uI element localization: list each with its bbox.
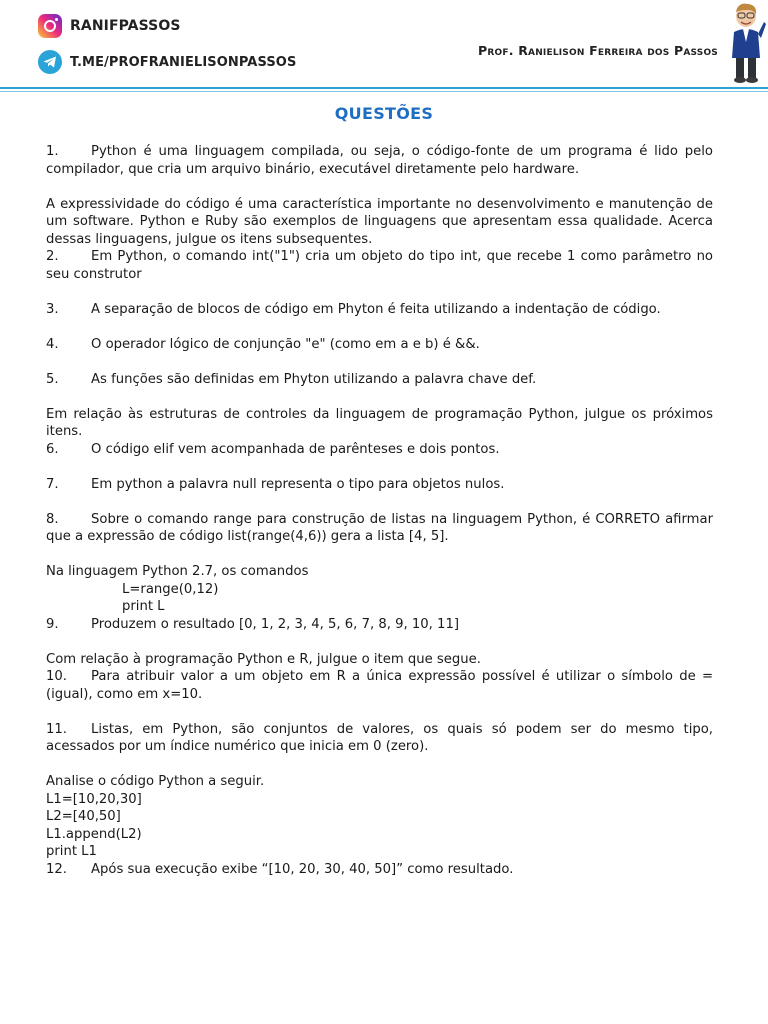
- question-text: Sobre o comando range para construção de listas na linguagem Python, é CORRETO afirmar que a expressão de código list(range(4,6)) gera a lista [4, 5].: [46, 511, 713, 544]
- instagram-icon: [38, 14, 62, 38]
- code-line: print L1: [46, 844, 97, 859]
- question-12: [46, 861, 713, 879]
- question-text: As funções são definidas em Phyton utilizando a palavra chave def.: [91, 371, 537, 387]
- header-divider: [0, 87, 768, 89]
- question-7: [46, 476, 713, 494]
- questions-body: [46, 143, 713, 878]
- question-number: 1.: [46, 144, 59, 159]
- question-9: [46, 616, 713, 634]
- question-number: 6.: [46, 441, 59, 457]
- context-paragraph: Em relação às estruturas de controles da linguagem de programação Python, julgue os próximos itens.: [46, 406, 713, 439]
- telegram-link[interactable]: [38, 50, 296, 74]
- professor-avatar-icon: [726, 2, 766, 84]
- question-number: 8.: [46, 511, 59, 527]
- question-number: 5.: [46, 371, 59, 387]
- question-number: 3.: [46, 301, 59, 317]
- code-line: L1=[10,20,30]: [46, 791, 142, 807]
- question-text: O código elif vem acompanhada de parênteses e dois pontos.: [91, 441, 500, 457]
- question-11: [46, 721, 713, 756]
- code-line: L2=[40,50]: [46, 809, 121, 824]
- question-text: Após sua execução exibe “[10, 20, 30, 40, 50]” como resultado.: [91, 861, 514, 877]
- page-title: QUESTÕES: [334, 104, 434, 123]
- question-10: [46, 668, 713, 703]
- question-number: 4.: [46, 336, 59, 352]
- context-paragraph: Com relação à programação Python e R, julgue o item que segue.: [46, 651, 481, 667]
- code-line: print L: [122, 599, 165, 614]
- question-text: Em python a palavra null representa o tipo para objetos nulos.: [91, 476, 505, 492]
- context-paragraph: A expressividade do código é uma característica importante no desenvolvimento e manutenção de um software. Python e Ruby são exemplos de linguagens que apresentam essa qualidade. Acerca dessas linguagens, julgue os itens subsequentes.: [46, 196, 713, 247]
- question-number: 12.: [46, 861, 67, 877]
- context-paragraph: Analise o código Python a seguir.: [46, 774, 265, 789]
- question-number: 9.: [46, 616, 59, 632]
- question-1: [46, 143, 713, 178]
- question-number: 2.: [46, 249, 59, 264]
- page-header: [0, 0, 768, 92]
- question-text: Em Python, o comando int("1") cria um objeto do tipo int, que recebe 1 como parâmetro no seu construtor: [46, 249, 713, 282]
- instagram-label: RANIFPASSOS: [70, 18, 181, 34]
- question-text: O operador lógico de conjunção "e" (como em a e b) é &&.: [91, 336, 480, 352]
- question-number: 7.: [46, 476, 59, 492]
- question-text: Produzem o resultado [0, 1, 2, 3, 4, 5, 6, 7, 8, 9, 10, 11]: [91, 616, 459, 632]
- header-divider-thin: [0, 91, 768, 92]
- instagram-handle[interactable]: [38, 14, 181, 38]
- code-line: L1.append(L2): [46, 826, 142, 842]
- question-text: Para atribuir valor a um objeto em R a única expressão possível é utilizar o símbolo de = (igual), como em x=10.: [46, 669, 713, 702]
- question-text: Listas, em Python, são conjuntos de valores, os quais só podem ser do mesmo tipo, acessados por um índice numérico que inicia em 0 (zero).: [46, 721, 713, 754]
- question-6: [46, 441, 713, 459]
- question-2: [46, 248, 713, 283]
- code-line: L=range(0,12): [122, 581, 219, 597]
- question-number: 10.: [46, 669, 67, 684]
- question-8: [46, 511, 713, 546]
- question-4: [46, 336, 713, 354]
- question-3: [46, 301, 713, 319]
- professor-name: Prof. Ranielison Ferreira dos Passos: [478, 43, 718, 58]
- telegram-icon: [38, 50, 62, 74]
- telegram-label: T.ME/PROFRANIELISONPASSOS: [70, 54, 297, 70]
- context-paragraph: Na linguagem Python 2.7, os comandos: [46, 564, 309, 579]
- question-text: A separação de blocos de código em Phyton é feita utilizando a indentação de código.: [91, 301, 661, 317]
- question-text: Python é uma linguagem compilada, ou seja, o código-fonte de um programa é lido pelo compilador, que cria um arquivo binário, executável diretamente pelo hardware.: [46, 144, 713, 177]
- question-number: 11.: [46, 721, 67, 737]
- question-5: [46, 371, 713, 389]
